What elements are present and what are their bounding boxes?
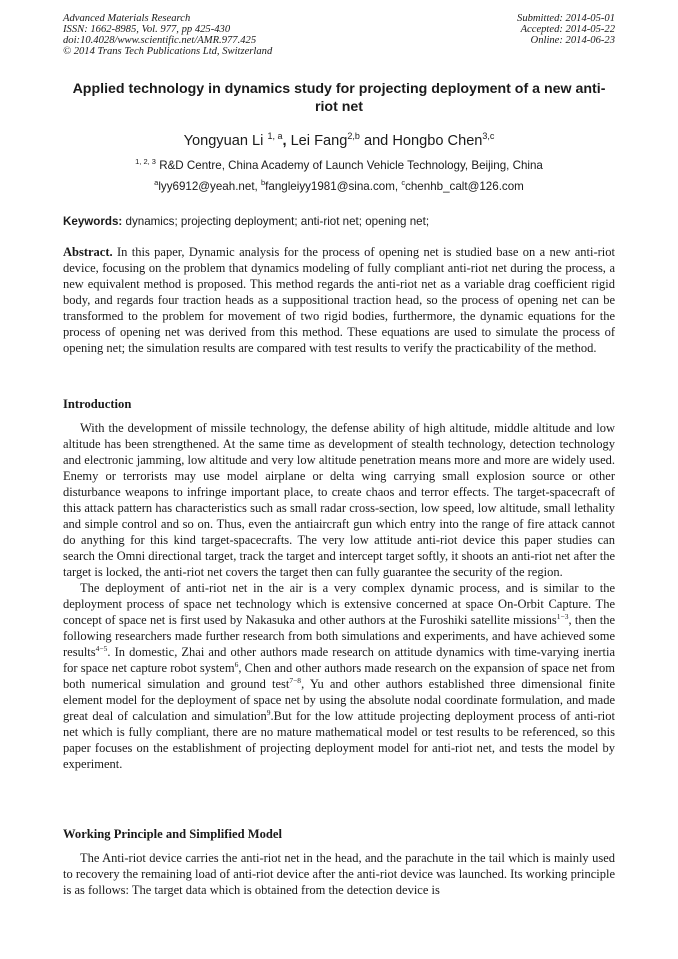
abstract-text: In this paper, Dynamic analysis for the process of opening net is studied base on a new anti-riot device, focusing on the problem that dynamics modeling of fully compliant anti-riot net during the process, a new equivalent method is proposed. This method regards the anti-riot net as a variable drag coefficient rigid body, and regards four traction heads as a suppositional traction head, so the process of opening net can be transformed to the problem for movement of two rigid bodies, furthermore, the dynamic equations for the process of opening net was derived from this method. These equations are used to simulate the process of opening net; the simulation results are compared with test results to verify the practicability of the method.: [63, 245, 615, 355]
author-1-affil: 1, a: [267, 131, 283, 141]
citation: 7−8: [289, 676, 302, 685]
doi-line: doi:10.4028/www.scientific.net/AMR.977.425: [63, 35, 257, 47]
working-paragraph-1: The Anti-riot device carries the anti-riot net in the head, and the parachute in the tail which is mainly used to recovery the remaining load of anti-riot device after the anti-riot device was launched. Its working principle is as follows: The target data which is obtained from the detection device is: [63, 851, 615, 897]
intro-p2-text-2: , then the following researchers made further research from both simulations and experiments, and have achieved some results: [63, 613, 615, 659]
citation: 1−3: [556, 612, 569, 621]
affiliation: [63, 158, 615, 173]
intro-p2-text-6: .But for the low attitude projecting deployment process of anti-riot net which is fully compliant, there are no mature mathematical model or test results to be referenced, so this paper focuses on the establishment of projecting deployment model for anti-riot net, and tests the model by experiment.: [63, 709, 615, 771]
accepted-date: Accepted: 2014-05-22: [520, 24, 615, 36]
author-separator: ,: [282, 133, 287, 149]
copyright-line: © 2014 Trans Tech Publications Ltd, Switzerland: [63, 46, 273, 58]
journal-header: [63, 13, 272, 57]
keywords: [63, 214, 615, 229]
submitted-date: Submitted: 2014-05-01: [517, 13, 615, 24]
dates-header: [517, 13, 615, 46]
email-c: chenhb_calt@126.com: [405, 180, 524, 193]
paper-title: Applied technology in dynamics study for projecting deployment of a new anti-riot net: [72, 81, 606, 115]
citation: 9: [266, 708, 271, 717]
issn-line: ISSN: 1662-8985, Vol. 977, pp 425-430: [63, 24, 231, 36]
email-b-mark: b: [260, 178, 266, 187]
author-2: Lei Fang: [286, 133, 348, 149]
abstract: [63, 244, 615, 356]
working-principle-body: [63, 850, 615, 898]
email-list: [63, 179, 615, 194]
intro-paragraph-1: With the development of missile technology, the defense ability of high altitude, middle altitude and low altitude has been strengthened. At the same time as development of stealth technology, detection technology and electronic jamming, low altitude and very low altitude penetration means more and more are widely used. Enemy or terrorists may use model airplane or delta wing carrying small explosion source or other disturbance weapons to infringe important place, to create chaos and terror effects. The target-spacecraft of this attack pattern has characteristics such as small radar cross-section, low speed, low altitude, small lethality and simple control and so on. Thus, even the antiaircraft gun which entry into the range of fire attack cannot do anything for this kind target-spacecrafts. The very low attitude anti-riot device this paper studies can search the Omni directional target, track the target and intercept target softly, it shoots an anti-riot net after the target is locked, the anti-riot net covers the target then can fully guarantee the security of the region.: [63, 421, 615, 579]
intro-p2-text-5: , Yu and other authors established three dimensional finite element model for the deployment of space net by using the absolute nodal coordinate formulation, and made great deal of calculation and simulation: [63, 677, 615, 723]
introduction-body: [63, 420, 615, 772]
author-1: Yongyuan Li: [183, 133, 264, 149]
keywords-label: Keywords:: [63, 215, 123, 228]
introduction-heading: Introduction: [63, 397, 132, 411]
author-list: [63, 132, 615, 150]
keywords-text: dynamics; projecting deployment; anti-riot net; opening net;: [122, 215, 430, 228]
intro-paragraph-2: [63, 580, 615, 772]
affiliation-marks: 1, 2, 3: [135, 157, 156, 166]
abstract-label: Abstract.: [63, 245, 113, 259]
email-c-mark: c: [401, 178, 406, 187]
email-a-mark: a: [154, 178, 159, 187]
affiliation-text: R&D Centre, China Academy of Launch Vehicle Technology, Beijing, China: [159, 159, 543, 172]
intro-p2-text-3: . In domestic, Zhai and other authors made research on attitude dynamics with time-varying inertia for space net capture robot system: [63, 645, 615, 675]
journal-name: Advanced Materials Research: [63, 13, 191, 24]
intro-p2-text-1: The deployment of anti-riot net in the air is a very complex dynamic process, and is similar to the deployment process of space net technology which is extensive concerned at space On-Orbit Capture. The concept of space net is first used by Nakasuka and other authors at the Furoshiki satellite missions: [63, 581, 615, 627]
email-b: fangleiyy1981@sina.com,: [265, 180, 402, 193]
citation: 4−5: [95, 644, 108, 653]
citation: 6: [234, 660, 239, 669]
author-2-affil: 2,b: [347, 131, 360, 141]
email-a: lyy6912@yeah.net,: [158, 180, 261, 193]
online-date: Online: 2014-06-23: [530, 35, 615, 47]
intro-p2-text-4: , Chen and other authors made research on the expansion of space net from both numerical simulation and ground test: [63, 661, 616, 691]
author-3: and Hongbo Chen: [363, 133, 483, 149]
working-principle-heading: Working Principle and Simplified Model: [63, 827, 283, 841]
author-3-affil: 3,c: [482, 131, 495, 141]
